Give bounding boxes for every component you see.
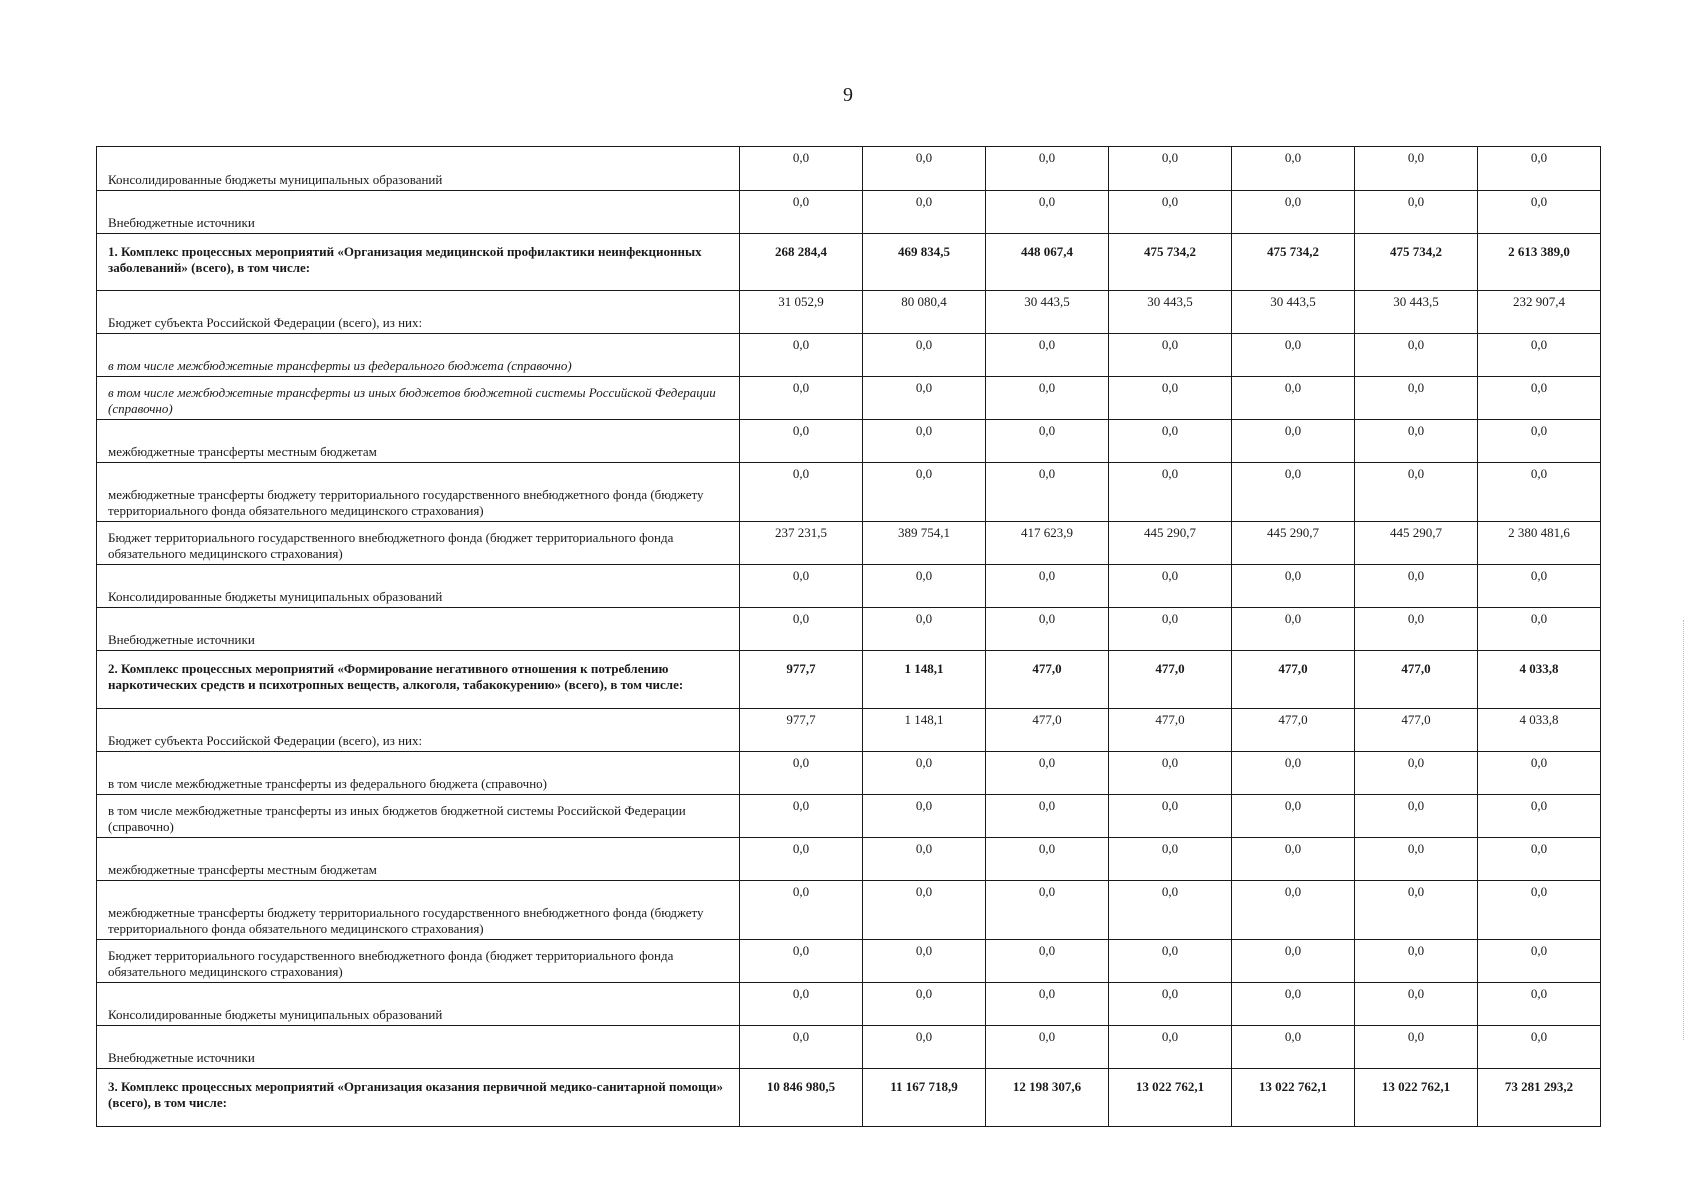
value-cell: 0,0	[1109, 752, 1232, 795]
value-cell: 0,0	[863, 838, 986, 881]
value-cell: 0,0	[986, 983, 1109, 1026]
value-cell: 0,0	[863, 377, 986, 420]
value-cell: 0,0	[1109, 334, 1232, 377]
table-row	[97, 565, 1601, 608]
value-cell: 0,0	[1478, 752, 1601, 795]
value-cell: 13 022 762,1	[1109, 1069, 1232, 1127]
value-cell: 0,0	[1232, 940, 1355, 983]
value-cell: 0,0	[1478, 463, 1601, 522]
value-cell: 2 613 389,0	[1478, 234, 1601, 291]
value-cell: 0,0	[740, 463, 863, 522]
table-row	[97, 334, 1601, 377]
table-row	[97, 234, 1601, 291]
value-cell: 80 080,4	[863, 291, 986, 334]
value-cell: 0,0	[1232, 191, 1355, 234]
value-cell: 0,0	[1355, 881, 1478, 940]
value-cell: 0,0	[863, 147, 986, 191]
value-cell: 0,0	[1232, 377, 1355, 420]
value-cell: 0,0	[740, 334, 863, 377]
value-cell: 0,0	[1355, 191, 1478, 234]
row-label: Внебюджетные источники	[97, 608, 740, 651]
value-cell: 0,0	[1355, 608, 1478, 651]
value-cell: 0,0	[1232, 752, 1355, 795]
value-cell: 977,7	[740, 709, 863, 752]
value-cell: 0,0	[740, 838, 863, 881]
value-cell: 10 846 980,5	[740, 1069, 863, 1127]
value-cell: 0,0	[986, 795, 1109, 838]
table-row	[97, 522, 1601, 565]
value-cell: 0,0	[1232, 334, 1355, 377]
row-label: Консолидированные бюджеты муниципальных образований	[97, 983, 740, 1026]
table-row	[97, 377, 1601, 420]
value-cell: 0,0	[1355, 752, 1478, 795]
value-cell: 0,0	[1478, 565, 1601, 608]
value-cell: 0,0	[863, 752, 986, 795]
row-label: Внебюджетные источники	[97, 191, 740, 234]
value-cell: 0,0	[863, 795, 986, 838]
value-cell: 0,0	[740, 608, 863, 651]
value-cell: 0,0	[863, 191, 986, 234]
value-cell: 477,0	[1232, 709, 1355, 752]
value-cell: 0,0	[863, 463, 986, 522]
table-row	[97, 608, 1601, 651]
table-row	[97, 420, 1601, 463]
page-number: 9	[843, 84, 853, 106]
value-cell: 0,0	[986, 940, 1109, 983]
value-cell: 0,0	[1355, 838, 1478, 881]
value-cell: 0,0	[863, 983, 986, 1026]
value-cell: 0,0	[740, 1026, 863, 1069]
value-cell: 417 623,9	[986, 522, 1109, 565]
table-row	[97, 463, 1601, 522]
value-cell: 268 284,4	[740, 234, 863, 291]
row-label: межбюджетные трансферты местным бюджетам	[97, 420, 740, 463]
value-cell: 0,0	[1232, 420, 1355, 463]
value-cell: 0,0	[1478, 147, 1601, 191]
scan-edge-mark	[1683, 620, 1686, 1040]
value-cell: 0,0	[1355, 420, 1478, 463]
value-cell: 0,0	[1109, 191, 1232, 234]
value-cell: 0,0	[986, 565, 1109, 608]
row-label: в том числе межбюджетные трансферты из федерального бюджета (справочно)	[97, 334, 740, 377]
table-row	[97, 651, 1601, 709]
value-cell: 0,0	[1232, 147, 1355, 191]
value-cell: 477,0	[1109, 651, 1232, 709]
value-cell: 0,0	[863, 608, 986, 651]
value-cell: 0,0	[1109, 881, 1232, 940]
value-cell: 0,0	[740, 565, 863, 608]
value-cell: 0,0	[740, 191, 863, 234]
value-cell: 232 907,4	[1478, 291, 1601, 334]
value-cell: 475 734,2	[1232, 234, 1355, 291]
value-cell: 1 148,1	[863, 651, 986, 709]
value-cell: 448 067,4	[986, 234, 1109, 291]
value-cell: 0,0	[1478, 1026, 1601, 1069]
value-cell: 0,0	[986, 147, 1109, 191]
value-cell: 0,0	[986, 334, 1109, 377]
value-cell: 0,0	[1109, 420, 1232, 463]
value-cell: 445 290,7	[1232, 522, 1355, 565]
value-cell: 0,0	[986, 881, 1109, 940]
value-cell: 0,0	[1109, 565, 1232, 608]
value-cell: 0,0	[1355, 565, 1478, 608]
table-row	[97, 709, 1601, 752]
value-cell: 0,0	[1355, 463, 1478, 522]
row-label: в том числе межбюджетные трансферты из иных бюджетов бюджетной системы Российской Федерации (справочно)	[97, 795, 740, 838]
value-cell: 0,0	[1478, 838, 1601, 881]
value-cell: 0,0	[1478, 420, 1601, 463]
value-cell: 0,0	[1232, 838, 1355, 881]
value-cell: 0,0	[863, 420, 986, 463]
value-cell: 0,0	[986, 420, 1109, 463]
value-cell: 0,0	[1232, 463, 1355, 522]
value-cell: 477,0	[1355, 709, 1478, 752]
value-cell: 0,0	[863, 940, 986, 983]
value-cell: 4 033,8	[1478, 651, 1601, 709]
value-cell: 0,0	[863, 1026, 986, 1069]
budget-table-body	[97, 147, 1601, 1127]
value-cell: 477,0	[986, 709, 1109, 752]
value-cell: 0,0	[1355, 147, 1478, 191]
value-cell: 0,0	[1478, 377, 1601, 420]
value-cell: 469 834,5	[863, 234, 986, 291]
table-row	[97, 983, 1601, 1026]
table-row	[97, 795, 1601, 838]
value-cell: 0,0	[1478, 983, 1601, 1026]
value-cell: 0,0	[986, 377, 1109, 420]
value-cell: 0,0	[1478, 881, 1601, 940]
value-cell: 0,0	[1478, 608, 1601, 651]
value-cell: 0,0	[740, 377, 863, 420]
value-cell: 0,0	[1232, 983, 1355, 1026]
value-cell: 0,0	[740, 940, 863, 983]
value-cell: 477,0	[1355, 651, 1478, 709]
value-cell: 237 231,5	[740, 522, 863, 565]
value-cell: 445 290,7	[1109, 522, 1232, 565]
value-cell: 0,0	[1109, 463, 1232, 522]
value-cell: 0,0	[986, 752, 1109, 795]
value-cell: 445 290,7	[1355, 522, 1478, 565]
value-cell: 475 734,2	[1355, 234, 1478, 291]
value-cell: 1 148,1	[863, 709, 986, 752]
value-cell: 0,0	[1355, 377, 1478, 420]
value-cell: 0,0	[1355, 1026, 1478, 1069]
row-label: Консолидированные бюджеты муниципальных образований	[97, 147, 740, 191]
value-cell: 0,0	[740, 983, 863, 1026]
value-cell: 0,0	[1355, 795, 1478, 838]
table-row	[97, 940, 1601, 983]
value-cell: 0,0	[1355, 983, 1478, 1026]
value-cell: 0,0	[986, 608, 1109, 651]
value-cell: 0,0	[1109, 983, 1232, 1026]
value-cell: 0,0	[1232, 608, 1355, 651]
value-cell: 0,0	[1109, 377, 1232, 420]
value-cell: 0,0	[1109, 608, 1232, 651]
value-cell: 0,0	[1109, 1026, 1232, 1069]
table-row	[97, 1026, 1601, 1069]
value-cell: 30 443,5	[1355, 291, 1478, 334]
value-cell: 12 198 307,6	[986, 1069, 1109, 1127]
table-row	[97, 1069, 1601, 1127]
table-row	[97, 752, 1601, 795]
value-cell: 4 033,8	[1478, 709, 1601, 752]
table-row	[97, 291, 1601, 334]
value-cell: 30 443,5	[1232, 291, 1355, 334]
row-label: Бюджет субъекта Российской Федерации (всего), из них:	[97, 291, 740, 334]
row-label: Консолидированные бюджеты муниципальных образований	[97, 565, 740, 608]
row-label: Бюджет субъекта Российской Федерации (всего), из них:	[97, 709, 740, 752]
value-cell: 0,0	[740, 752, 863, 795]
value-cell: 0,0	[863, 881, 986, 940]
value-cell: 977,7	[740, 651, 863, 709]
row-label: Внебюджетные источники	[97, 1026, 740, 1069]
value-cell: 30 443,5	[1109, 291, 1232, 334]
value-cell: 0,0	[1355, 334, 1478, 377]
value-cell: 0,0	[1232, 1026, 1355, 1069]
row-label: Бюджет территориального государственного внебюджетного фонда (бюджет территориального фонда обязательного медицинского страхования)	[97, 940, 740, 983]
value-cell: 0,0	[1232, 795, 1355, 838]
value-cell: 0,0	[986, 838, 1109, 881]
value-cell: 389 754,1	[863, 522, 986, 565]
value-cell: 477,0	[1109, 709, 1232, 752]
row-label: в том числе межбюджетные трансферты из федерального бюджета (справочно)	[97, 752, 740, 795]
value-cell: 13 022 762,1	[1355, 1069, 1478, 1127]
value-cell: 0,0	[1109, 795, 1232, 838]
value-cell: 0,0	[740, 795, 863, 838]
table-row	[97, 881, 1601, 940]
row-label: межбюджетные трансферты бюджету территориального государственного внебюджетного фонда (бюджету территориального фонда обязательного медицинского страхования)	[97, 881, 740, 940]
value-cell: 0,0	[1355, 940, 1478, 983]
value-cell: 0,0	[986, 191, 1109, 234]
value-cell: 2 380 481,6	[1478, 522, 1601, 565]
value-cell: 0,0	[1232, 565, 1355, 608]
value-cell: 0,0	[740, 881, 863, 940]
value-cell: 0,0	[1109, 940, 1232, 983]
value-cell: 13 022 762,1	[1232, 1069, 1355, 1127]
value-cell: 477,0	[986, 651, 1109, 709]
value-cell: 11 167 718,9	[863, 1069, 986, 1127]
row-label: 3. Комплекс процессных мероприятий «Организация оказания первичной медико-санитарной помощи» (всего), в том числе:	[97, 1069, 740, 1127]
value-cell: 0,0	[863, 565, 986, 608]
value-cell: 0,0	[1232, 881, 1355, 940]
row-label: 2. Комплекс процессных мероприятий «Формирование негативного отношения к потреблению наркотических средств и психотропных веществ, алкоголя, табакокурению» (всего), в том числе:	[97, 651, 740, 709]
value-cell: 0,0	[863, 334, 986, 377]
value-cell: 0,0	[986, 1026, 1109, 1069]
table-row	[97, 191, 1601, 234]
table-row	[97, 147, 1601, 191]
table-row	[97, 838, 1601, 881]
value-cell: 0,0	[986, 463, 1109, 522]
row-label: в том числе межбюджетные трансферты из иных бюджетов бюджетной системы Российской Федерации (справочно)	[97, 377, 740, 420]
value-cell: 0,0	[1109, 147, 1232, 191]
value-cell: 73 281 293,2	[1478, 1069, 1601, 1127]
value-cell: 0,0	[740, 420, 863, 463]
value-cell: 0,0	[1109, 838, 1232, 881]
row-label: межбюджетные трансферты местным бюджетам	[97, 838, 740, 881]
value-cell: 0,0	[1478, 334, 1601, 377]
row-label: межбюджетные трансферты бюджету территориального государственного внебюджетного фонда (бюджету территориального фонда обязательного медицинского страхования)	[97, 463, 740, 522]
value-cell: 0,0	[740, 147, 863, 191]
value-cell: 0,0	[1478, 795, 1601, 838]
value-cell: 0,0	[1478, 191, 1601, 234]
value-cell: 475 734,2	[1109, 234, 1232, 291]
value-cell: 477,0	[1232, 651, 1355, 709]
row-label: 1. Комплекс процессных мероприятий «Организация медицинской профилактики неинфекционных заболеваний» (всего), в том числе:	[97, 234, 740, 291]
value-cell: 30 443,5	[986, 291, 1109, 334]
value-cell: 0,0	[1478, 940, 1601, 983]
row-label: Бюджет территориального государственного внебюджетного фонда (бюджет территориального фонда обязательного медицинского страхования)	[97, 522, 740, 565]
budget-table	[96, 146, 1601, 1127]
value-cell: 31 052,9	[740, 291, 863, 334]
